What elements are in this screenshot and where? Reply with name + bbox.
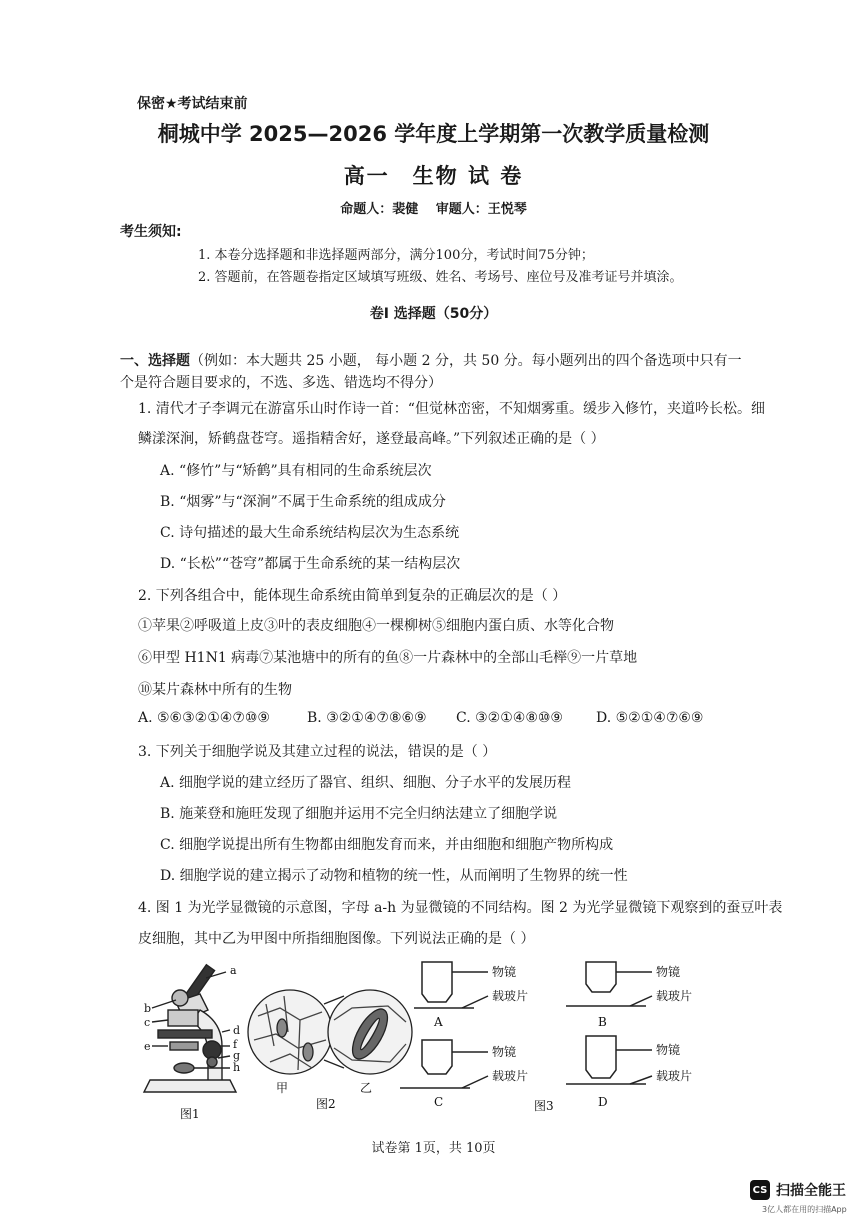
notice-heading: 考生须知: <box>120 224 182 240</box>
cell-view-jia <box>248 990 332 1074</box>
notice-item: 1. 本卷分选择题和非选择题两部分，满分100分，考试时间75分钟； <box>198 248 594 263</box>
microscope-condenser <box>170 1042 198 1050</box>
pointer-line <box>462 996 488 1008</box>
objective-lens-a <box>422 962 452 1002</box>
fig3-panel-c: C <box>434 1095 444 1109</box>
fig2-jia-label: 甲 <box>276 1081 289 1095</box>
fig2-caption: 图2 <box>316 1097 336 1111</box>
label-c: c <box>144 1016 151 1029</box>
pointer-line <box>152 1020 168 1022</box>
part1-intro-text: （例如：本大题共 25 小题， 每小题 2 分，共 50 分。每小题列出的四个备选项中只有一 <box>190 353 742 369</box>
part1-intro-cont: 个是符合题目要求的，不选、多选、错选均不得分） <box>120 375 442 391</box>
microscope-stage <box>158 1030 212 1038</box>
q2-option-a: A. ⑤⑥③②①④⑦⑩⑨ <box>138 710 270 726</box>
fig3-slide-label: 载玻片 <box>492 989 529 1003</box>
scanner-tagline: 3亿人都在用的扫描App <box>762 1205 847 1214</box>
q2-option-b: B. ③②①④⑦⑧⑥⑨ <box>307 710 427 726</box>
fig3-slide-label: 载玻片 <box>656 1069 693 1083</box>
pointer-line <box>222 1030 230 1032</box>
cell-figure-labels <box>276 1081 372 1111</box>
microscope-objective <box>168 1010 198 1026</box>
label-d: d <box>233 1024 241 1037</box>
part1-label: 一、选择题 <box>120 353 190 369</box>
q3-option-b: B. 施莱登和施旺发现了细胞并运用不完全归纳法建立了细胞学说 <box>160 806 558 822</box>
exam-title: 桐城中学 2025—2026 学年度上学期第一次教学质量检测 <box>157 122 710 146</box>
label-h: h <box>233 1061 241 1074</box>
exam-authors: 命题人：裴健 审题人：王悦琴 <box>340 202 527 217</box>
q2-items-line1: ①苹果②呼吸道上皮③叶的表皮细胞④一棵柳树⑤细胞内蛋白质、水等化合物 <box>138 618 614 634</box>
q3-option-a: A. 细胞学说的建立经历了器官、组织、细胞、分子水平的发展历程 <box>160 775 572 791</box>
q2-items-line2: ⑥甲型 H1N1 病毒⑦某池塘中的所有的鱼⑧一片森林中的全部山毛榉⑨一片草地 <box>138 650 638 666</box>
guard-cell <box>277 1019 287 1037</box>
page-footer: 试卷第 1页，共 10页 <box>371 1141 496 1156</box>
q2-items-line3: ⑩某片森林中所有的生物 <box>138 682 292 698</box>
q2-option-c: C. ③②①④⑧⑩⑨ <box>456 710 563 726</box>
exam-subtitle: 高一 生物 试 卷 <box>343 164 524 188</box>
q4-figures <box>0 950 867 1135</box>
fig3-objective-label: 物镜 <box>656 1043 681 1057</box>
q3-stem: 3. 下列关于细胞学说及其建立过程的说法，错误的是（ ） <box>138 744 497 760</box>
pointer-line <box>462 1076 488 1088</box>
objective-figure-labels <box>433 964 692 1113</box>
fig3-objective-label: 物镜 <box>656 965 681 979</box>
q1-option-d: D. “长松”“苍穹”都属于生命系统的某一结构层次 <box>160 556 461 572</box>
q1-option-a: A. “修竹”与“矫鹤”具有相同的生命系统层次 <box>160 463 432 479</box>
objective-lens-b <box>586 962 616 992</box>
q2-option-d: D. ⑤②①④⑦⑥⑨ <box>596 710 704 726</box>
microscope-nosepiece <box>172 990 188 1006</box>
pointer-line <box>630 996 652 1006</box>
microscope-base <box>144 1080 236 1092</box>
fig3-panel-a: A <box>434 1015 443 1029</box>
label-g: g <box>233 1049 241 1062</box>
q4-stem: 4. 图 1 为光学显微镜的示意图，字母 a-h 为显微镜的不同结构。图 2 为光学显微镜下观察到的蚕豆叶表 <box>138 900 783 916</box>
fig3-panel-b: B <box>598 1015 607 1029</box>
label-f: f <box>233 1038 238 1051</box>
fig3-objective-label: 物镜 <box>492 1045 517 1059</box>
label-a: a <box>230 964 237 977</box>
fig3-slide-label: 载玻片 <box>656 989 693 1003</box>
fig3-slide-label: 载玻片 <box>492 1069 529 1083</box>
q1-stem-cont: 鳞漾深涧，矫鹤盘苍穹。遥指精舍好，遂登最高峰。”下列叙述正确的是（ ） <box>138 431 605 447</box>
q1-option-b: B. “烟雾”与“深涧”不属于生命系统的组成成分 <box>160 494 446 510</box>
notice-item: 2. 答题前，在答题卷指定区域填写班级、姓名、考场号、座位号及准考证号并填涂。 <box>198 270 683 285</box>
q1-stem: 1. 清代才子李调元在游富乐山时作诗一首：“但觉林峦密，不知烟雾重。缓步入修竹，夹道吟长松。细 <box>138 401 765 417</box>
cell-figure <box>248 990 412 1074</box>
label-e: e <box>144 1040 151 1053</box>
q3-option-c: C. 细胞学说提出所有生物都由细胞发育而来，并由细胞和细胞产物所构成 <box>160 837 614 853</box>
q3-option-d: D. 细胞学说的建立揭示了动物和植物的统一性，从而阐明了生物界的统一性 <box>160 868 628 884</box>
pointer-line <box>630 1076 652 1084</box>
section-title: 卷Ⅰ 选择题（50分） <box>369 306 498 322</box>
microscope-fine-knob <box>207 1057 217 1067</box>
fig3-panel-d: D <box>598 1095 608 1109</box>
part1-intro <box>120 350 742 370</box>
scanner-logo-icon: CS <box>750 1180 770 1200</box>
microscope-figure <box>144 965 236 1092</box>
fig1-caption: 图1 <box>180 1107 200 1121</box>
fig3-caption: 图3 <box>534 1099 554 1113</box>
pointer-line <box>152 1000 176 1008</box>
objective-lens-c <box>422 1040 452 1074</box>
microscope-mirror <box>174 1063 194 1073</box>
q1-option-c: C. 诗句描述的最大生命系统结构层次为生态系统 <box>160 525 460 541</box>
confidential-label: 保密★考试结束前 <box>137 96 248 112</box>
objective-lens-d <box>586 1036 616 1078</box>
fig3-objective-label: 物镜 <box>492 965 517 979</box>
fig2-yi-label: 乙 <box>360 1081 373 1095</box>
q4-stem-cont: 皮细胞，其中乙为甲图中所指细胞图像。下列说法正确的是（ ） <box>138 931 535 947</box>
q2-stem: 2. 下列各组合中，能体现生命系统由简单到复杂的正确层次的是（ ） <box>138 588 567 604</box>
label-b: b <box>144 1002 152 1015</box>
scanner-brand: 扫描全能王 <box>776 1183 846 1199</box>
guard-cell <box>303 1043 313 1061</box>
